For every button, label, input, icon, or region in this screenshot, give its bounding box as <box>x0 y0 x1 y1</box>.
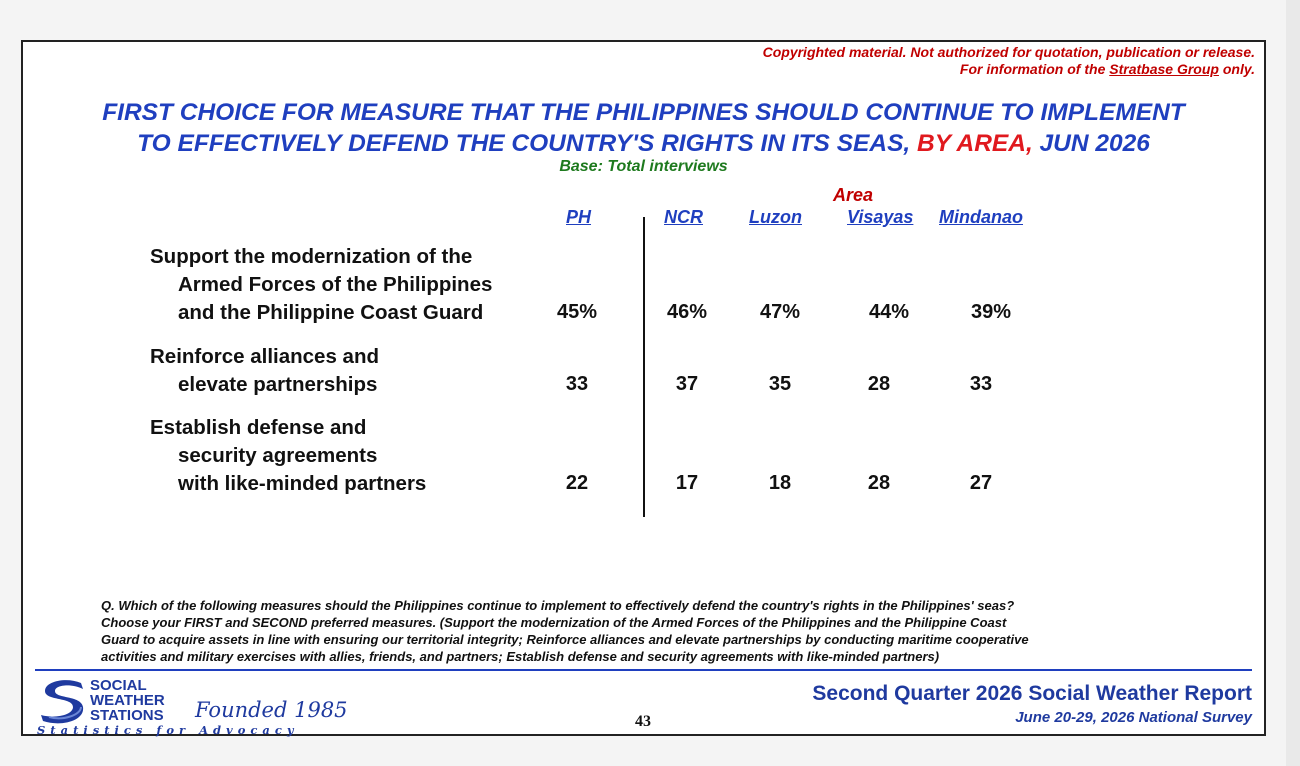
value-visayas: 44% <box>868 301 910 323</box>
question-line: Guard to acquire assets in line with ensuring our territorial integrity; Reinforce alliances and elevate partnerships by conducting maritime cooperative <box>101 632 1029 647</box>
stratbase-link: Stratbase Group <box>1109 61 1219 77</box>
column-header-mindanao: Mindanao <box>939 207 1023 227</box>
title-line-2-suffix: JUN 2026 <box>1032 130 1150 157</box>
value-mindanao: 39% <box>970 301 1012 323</box>
value-mindanao: 33 <box>969 373 993 395</box>
value-luzon: 35 <box>768 373 792 395</box>
value-mindanao: 27 <box>969 472 993 494</box>
founded-script: Founded 1985 <box>195 698 348 722</box>
value-luzon: 18 <box>768 472 792 494</box>
slide-title <box>23 97 1264 159</box>
report-slide <box>21 40 1266 736</box>
title-line-2-prefix: TO EFFECTIVELY DEFEND THE COUNTRY'S RIGHTS IN ITS SEAS, <box>137 130 918 157</box>
row-label-line: Reinforce alliances and <box>150 345 380 368</box>
row-label-line: Support the modernization of the <box>150 245 473 268</box>
value-visayas: 28 <box>867 472 891 494</box>
value-ph: 45% <box>556 301 598 323</box>
value-visayas: 28 <box>867 373 891 395</box>
row-label-line: security agreements <box>178 444 378 467</box>
logo-line: SOCIAL <box>90 677 147 694</box>
title-line-1: FIRST CHOICE FOR MEASURE THAT THE PHILIPPINES SHOULD CONTINUE TO IMPLEMENT <box>102 99 1185 126</box>
column-header-ph: PH <box>566 207 592 227</box>
row-label-line: Establish defense and <box>150 416 367 439</box>
value-ph: 22 <box>565 472 589 494</box>
row-label-line: and the Philippine Coast Guard <box>178 301 484 324</box>
report-title: Second Quarter 2026 Social Weather Report <box>812 682 1252 705</box>
base-note: Base: Total interviews <box>559 158 728 175</box>
title-highlight: BY AREA, <box>917 130 1033 157</box>
column-header-luzon: Luzon <box>749 207 802 227</box>
value-ph: 33 <box>565 373 589 395</box>
area-header: Area <box>833 185 874 205</box>
value-luzon: 47% <box>759 301 801 323</box>
copyright-line-2 <box>763 61 1255 78</box>
sws-logo-text <box>90 678 165 723</box>
value-ncr: 46% <box>666 301 708 323</box>
survey-question <box>101 597 1231 665</box>
sws-logo-icon <box>37 677 89 725</box>
question-line: Q. Which of the following measures should the Philippines continue to implement to effectively defend the country's rights in the Philippines' seas? <box>101 598 1015 613</box>
question-line: Choose your FIRST and SECOND preferred measures. (Support the modernization of the Armed Forces of the Philippines and the Philippine Coast <box>101 615 1007 630</box>
value-ncr: 37 <box>675 373 699 395</box>
logo-line: WEATHER <box>90 692 165 709</box>
row-label-line: elevate partnerships <box>178 373 378 396</box>
page-number: 43 <box>635 713 651 730</box>
row-label-defense-agreements <box>150 414 426 498</box>
title-line-2 <box>23 128 1264 159</box>
logo-line: STATIONS <box>90 707 164 724</box>
copyright-notice <box>763 44 1255 78</box>
column-header-ncr: NCR <box>664 207 703 227</box>
row-label-modernization <box>150 243 492 327</box>
question-line: activities and military exercises with allies, friends, and partners; Establish defense and security agreements with like-minded partners) <box>101 649 940 664</box>
report-subtitle: June 20-29, 2026 National Survey <box>1015 709 1252 726</box>
copyright-prefix: For information of the <box>959 61 1110 77</box>
page-edge <box>1286 0 1300 766</box>
footer-rule <box>35 669 1252 671</box>
copyright-line-1: Copyrighted material. Not authorized for quotation, publication or release. <box>762 44 1255 60</box>
copyright-suffix: only. <box>1218 61 1255 77</box>
value-ncr: 17 <box>675 472 699 494</box>
row-label-alliances <box>150 343 379 399</box>
column-header-visayas: Visayas <box>847 207 914 227</box>
sws-tagline: Statistics for Advocacy <box>37 723 299 737</box>
row-label-line: with like-minded partners <box>178 472 427 495</box>
column-divider <box>643 217 645 517</box>
row-label-line: Armed Forces of the Philippines <box>178 273 493 296</box>
